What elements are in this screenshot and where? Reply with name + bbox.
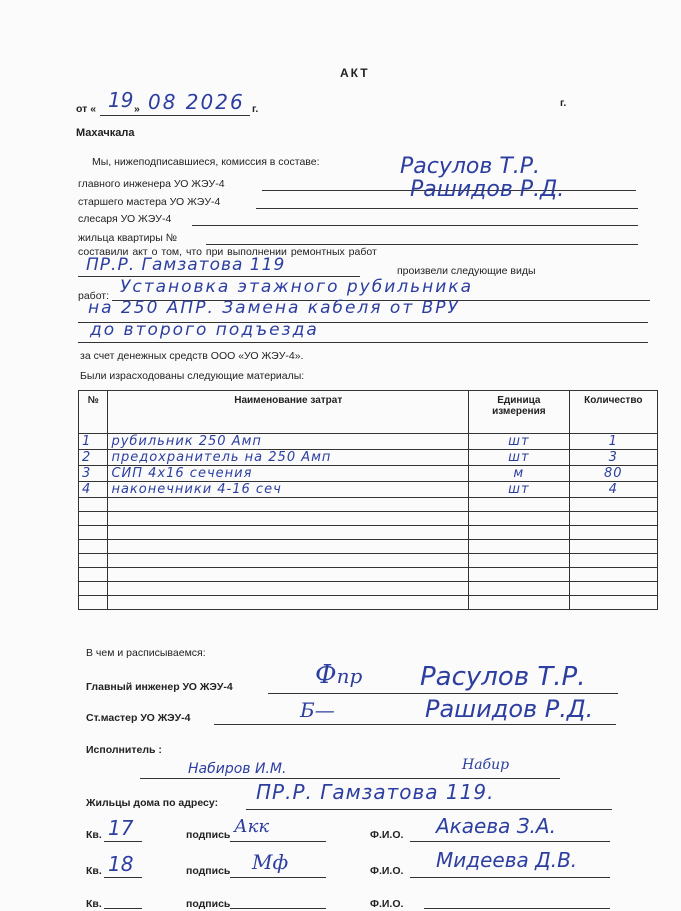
cell-name (108, 512, 469, 526)
cell-name (108, 498, 469, 512)
cell-qty (569, 596, 657, 610)
cell-unit (469, 540, 570, 554)
cell-unit: м (469, 466, 570, 482)
apt-1-fio-label: Ф.И.О. (370, 865, 404, 877)
cell-no (79, 582, 108, 596)
work-line-0: Установка этажного рубильника (120, 277, 473, 297)
table-header-no: № (79, 391, 108, 434)
cell-no: 2 (79, 450, 108, 466)
apt-1-signature-icon: Мф (252, 850, 289, 874)
table-row (79, 482, 658, 498)
signatures-intro: В чем и расписываемся: (86, 647, 206, 659)
table-row (79, 554, 658, 568)
cell-qty (569, 582, 657, 596)
cell-qty: 1 (569, 434, 657, 450)
statement-line1: составили акт о том, что при выполнении ремонтных работ (78, 246, 377, 258)
cell-no (79, 554, 108, 568)
cell-unit: шт (469, 450, 570, 466)
commission-3-label: жильца квартиры № (78, 232, 178, 244)
apt-1-sign-label: подпись (186, 865, 231, 877)
materials-intro: Были израсходованы следующие материалы: (80, 370, 305, 382)
signer-0-signature-icon: Фпр (315, 660, 363, 690)
executor-label: Исполнитель : (86, 744, 162, 756)
signer-0-name: Расулов Т.Р. (420, 662, 586, 692)
cell-qty (569, 540, 657, 554)
cell-unit: шт (469, 434, 570, 450)
table-row (79, 568, 658, 582)
cell-unit: шт (469, 482, 570, 498)
apt-2-sign-label: подпись (186, 898, 231, 910)
cell-qty (569, 554, 657, 568)
cell-qty (569, 568, 657, 582)
commission-0-value: Расулов Т.Р. (400, 154, 541, 179)
table-row (79, 466, 658, 482)
date-prefix: от « (76, 103, 97, 115)
signer-1-name: Рашидов Р.Д. (425, 695, 594, 723)
cell-name (108, 554, 469, 568)
cell-qty (569, 498, 657, 512)
works-label: работ: (78, 290, 110, 302)
table-row (79, 540, 658, 554)
apt-2-kv-label: Кв. (86, 898, 102, 910)
table-header-name: Наименование затрат (108, 391, 469, 434)
commission-1-label: старшего мастера УО ЖЭУ-4 (78, 196, 221, 208)
materials-table (78, 390, 658, 610)
apt-1-kv-label: Кв. (86, 865, 102, 877)
table-row (79, 596, 658, 610)
signer-1-signature-icon: Б— (300, 698, 335, 722)
cell-unit (469, 498, 570, 512)
cell-no (79, 568, 108, 582)
table-row (79, 526, 658, 540)
funding-text: за счет денежных средств ООО «УО ЖЭУ-4». (80, 350, 304, 362)
commission-0-label: главного инженера УО ЖЭУ-4 (78, 178, 225, 190)
cell-name (108, 526, 469, 540)
cell-no: 1 (79, 434, 108, 450)
cell-no (79, 498, 108, 512)
date-month-year: 08 2026 (148, 90, 245, 114)
cell-no (79, 512, 108, 526)
cell-no: 4 (79, 482, 108, 498)
cell-name (108, 596, 469, 610)
signer-0-label: Главный инженер УО ЖЭУ-4 (86, 681, 233, 693)
cell-name (108, 582, 469, 596)
cell-no (79, 540, 108, 554)
cell-qty (569, 512, 657, 526)
apt-0-fio-label: Ф.И.О. (370, 829, 404, 841)
apt-2-fio-label: Ф.И.О. (370, 898, 404, 910)
cell-qty: 3 (569, 450, 657, 466)
table-header-qty: Количество (569, 391, 657, 434)
statement-address: ПР.Р. Гамзатова 119 (86, 255, 286, 275)
residents-address: ПР.Р. Гамзатова 119. (256, 780, 495, 804)
cell-unit (469, 526, 570, 540)
work-line-2: до второго подъезда (90, 320, 319, 340)
table-row (79, 498, 658, 512)
cell-unit (469, 596, 570, 610)
cell-name (108, 540, 469, 554)
cell-name (108, 568, 469, 582)
statement-line2-tail: произвели следующие виды (397, 265, 536, 277)
cell-unit (469, 582, 570, 596)
cell-name: наконечники 4-16 сеч (108, 482, 469, 498)
executor-name: Набиров И.М. (188, 761, 287, 777)
date-mid: » (134, 103, 140, 115)
cell-unit (469, 568, 570, 582)
apt-0-fio: Акаева З.А. (436, 814, 556, 838)
commission-2-label: слесаря УО ЖЭУ-4 (78, 213, 172, 225)
signer-1-label: Ст.мастер УО ЖЭУ-4 (86, 712, 191, 724)
table-row (79, 512, 658, 526)
cell-no (79, 526, 108, 540)
intro-text: Мы, нижеподписавшиеся, комиссия в составе: (92, 156, 320, 168)
cell-unit (469, 512, 570, 526)
cell-qty: 80 (569, 466, 657, 482)
date-suffix: г. (252, 103, 259, 115)
city: Махачкала (76, 127, 135, 139)
cell-qty: 4 (569, 482, 657, 498)
residents-label: Жильцы дома по адресу: (86, 797, 219, 809)
executor-signature-icon: Набир (462, 757, 510, 773)
cell-qty (569, 526, 657, 540)
date-day: 19 (108, 88, 134, 112)
table-row (79, 450, 658, 466)
document-title: АКТ (340, 66, 370, 80)
commission-1-value: Рашидов Р.Д. (410, 177, 565, 202)
cell-no: 3 (79, 466, 108, 482)
cell-name: СИП 4х16 сечения (108, 466, 469, 482)
work-line-1: на 250 АПР. Замена кабеля от ВРУ (88, 298, 460, 318)
table-row (79, 582, 658, 596)
date-right-suffix: г. (560, 97, 567, 109)
cell-name: предохранитель на 250 Амп (108, 450, 469, 466)
apt-0-kv: 17 (108, 816, 134, 840)
apt-1-kv: 18 (108, 852, 134, 876)
cell-unit (469, 554, 570, 568)
apt-1-fio: Мидеева Д.В. (436, 848, 578, 872)
cell-name: рубильник 250 Амп (108, 434, 469, 450)
apt-0-signature-icon: Акк (234, 816, 270, 837)
apt-0-sign-label: подпись (186, 829, 231, 841)
table-row (79, 434, 658, 450)
table-header-unit: Единица измерения (469, 391, 570, 434)
apt-0-kv-label: Кв. (86, 829, 102, 841)
cell-no (79, 596, 108, 610)
